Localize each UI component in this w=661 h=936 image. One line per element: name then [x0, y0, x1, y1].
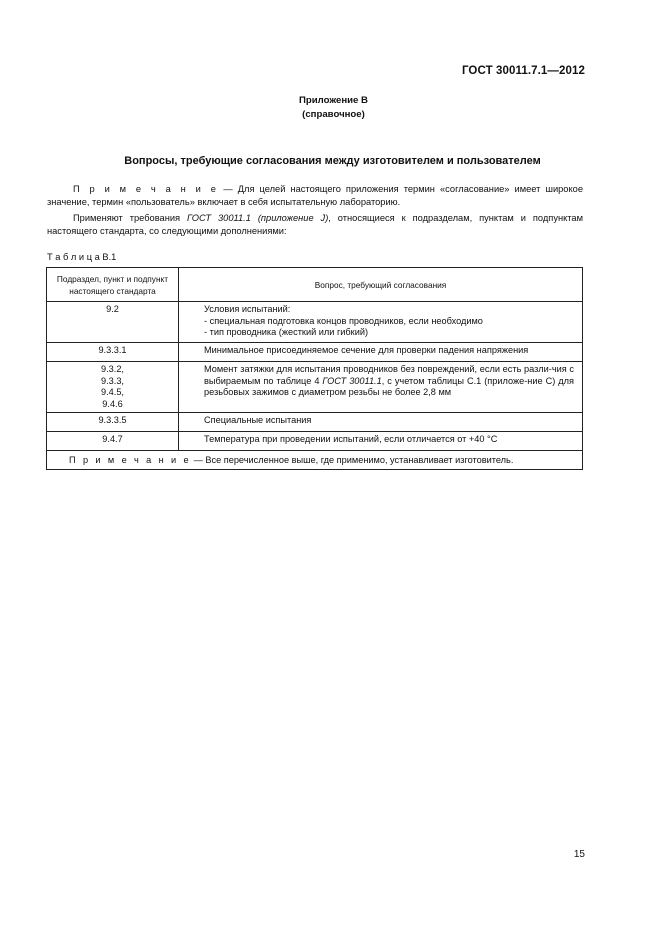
section-ref: 9.3.2, [101, 364, 124, 374]
table-row [47, 432, 583, 451]
table-header-row [47, 268, 583, 302]
note-paragraph [47, 183, 583, 210]
requirements-paragraph [47, 212, 583, 239]
appendix-type: (справочное) [302, 109, 365, 120]
table-cell-section [47, 362, 179, 413]
table-cell-section [47, 413, 179, 432]
note-text: — Для целей настоящего приложения термин «согласование» имеет широкое значение, термин «пользователь» включает в себя испытательную лабораторию. [47, 184, 583, 208]
table-cell-section [47, 432, 179, 451]
table-footnote [47, 451, 583, 470]
table-row [47, 343, 583, 362]
section-ref: 9.4.7 [102, 434, 123, 445]
table-caption: Т а б л и ц а В.1 [47, 252, 117, 262]
page-number: 15 [573, 849, 585, 860]
question-text-pre: Момент затяжки для испытания проводников без повреждений, если есть разли-чия с выбираемым по таблице 4 [204, 364, 574, 386]
table-header-question: Вопрос, требующий согласования [179, 268, 583, 302]
section-ref: 9.3.3.1 [98, 345, 127, 355]
table-cell-question [179, 302, 583, 343]
note-prefix: П р и м е ч а н и е [73, 184, 219, 194]
footnote-text: — Все перечисленное выше, где применимо, устанавливает изготовитель. [191, 455, 514, 466]
question-text-post: , с учетом таблицы С.1 (приложе-ние С) для резьбовых зажимов с диаметром резьбы не более 2,8 мм [204, 375, 574, 398]
table-cell-question [179, 432, 583, 451]
section-ref: 9.4.6 [102, 398, 123, 409]
footnote-prefix: П р и м е ч а н и е [69, 455, 192, 466]
appendix-label: Приложение В [299, 95, 368, 106]
question-line: Минимальное присоединяемое сечение для проверки падения напряжения [204, 345, 529, 355]
document-code: ГОСТ 30011.7.1—2012 [461, 65, 585, 77]
question-line: Специальные испытания [204, 415, 312, 426]
section-ref: 9.4.5, [101, 387, 124, 398]
table-cell-section [47, 302, 179, 343]
table-header-section: Подраздел, пункт и подпункт настоящего стандарта [47, 268, 179, 302]
requirements-text-post: , относящиеся к подразделам, пунктам и подпунктам настоящего стандарта, со следующими дополнениями: [47, 213, 583, 237]
question-line: - специальная подготовка концов проводников, если необходимо [204, 315, 483, 326]
table-footnote-row [47, 451, 583, 470]
question-reference: ГОСТ 30011.1 [322, 375, 382, 386]
section-ref: 9.3.3, [101, 375, 124, 386]
question-line: Температура при проведении испытаний, если отличается от +40 °С [204, 434, 498, 445]
section-ref: 9.3.3.5 [98, 415, 127, 426]
table-cell-section [47, 343, 179, 362]
table-cell-question [179, 413, 583, 432]
table-row [47, 413, 583, 432]
requirements-reference: ГОСТ 30011.1 (приложение J) [187, 213, 329, 223]
appendix-heading [0, 94, 661, 122]
section-ref: 9.2 [106, 304, 119, 314]
section-title: Вопросы, требующие согласования между изготовителем и пользователем [124, 155, 541, 167]
requirements-text-pre: Применяют требования [73, 213, 188, 223]
question-line: Условия испытаний: [204, 304, 291, 314]
table-cell-question [179, 343, 583, 362]
table-row [47, 302, 583, 343]
table-cell-question [179, 362, 583, 413]
question-line: - тип проводника (жесткий или гибкий) [204, 327, 369, 338]
agreement-table [46, 267, 583, 470]
table-row [47, 362, 583, 413]
